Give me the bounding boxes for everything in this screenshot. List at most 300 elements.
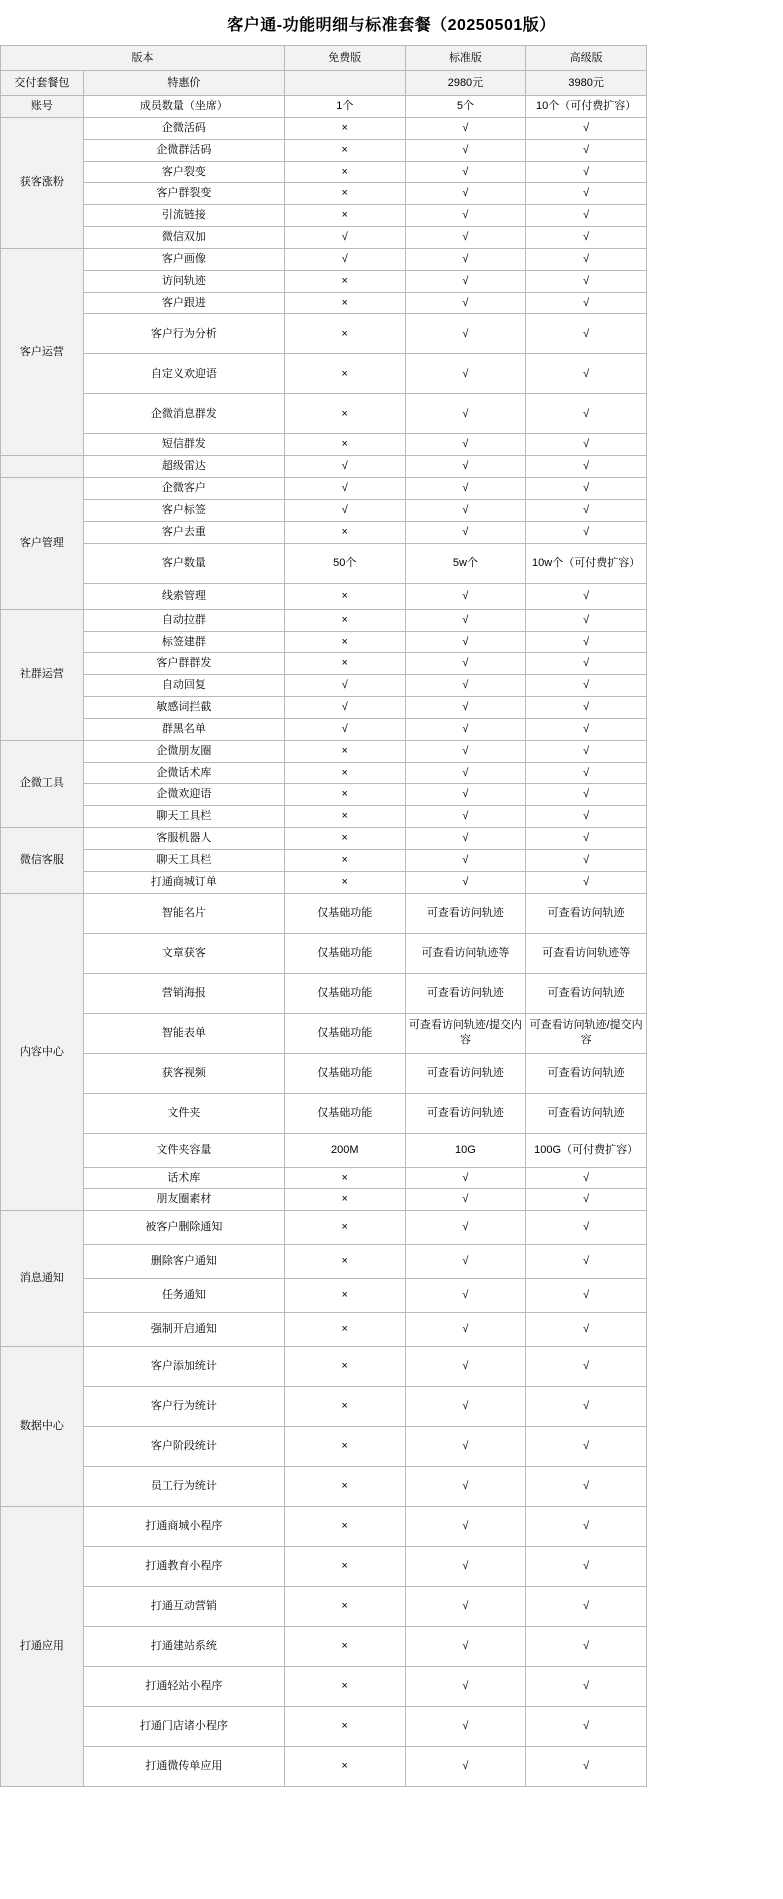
feature-value-cell: √ [284,718,405,740]
table-row [1,849,647,871]
feature-name-cell: 成员数量（坐席） [83,96,284,118]
table-row [1,609,647,631]
feature-value-cell: × [284,1313,405,1347]
feature-value-cell: 可查看访问轨迹/提交内容 [526,1013,647,1053]
table-row [1,933,647,973]
group-cell: 企微工具 [1,740,84,827]
feature-value-cell: √ [405,354,526,394]
group-cell: 打通应用 [1,1507,84,1787]
table-row [1,718,647,740]
feature-value-cell: √ [526,609,647,631]
feature-name-cell: 自动回复 [83,675,284,697]
feature-name-cell: 短信群发 [83,434,284,456]
feature-name-cell: 企微活码 [83,117,284,139]
page-title: 客户通-功能明细与标准套餐（20250501版） [227,17,556,34]
feature-name-cell: 微信双加 [83,227,284,249]
table-row [1,543,647,583]
feature-value-cell: 可查看访问轨迹 [405,1053,526,1093]
feature-value-cell: √ [526,806,647,828]
feature-value-cell: √ [526,139,647,161]
feature-name-cell: 删除客户通知 [83,1245,284,1279]
feature-value-cell: √ [526,1427,647,1467]
feature-value-cell: × [284,1189,405,1211]
group-cell: 消息通知 [1,1211,84,1347]
group-cell: 数据中心 [1,1347,84,1507]
feature-value-cell: × [284,828,405,850]
table-row [1,1211,647,1245]
feature-value-cell: √ [284,227,405,249]
feature-value-cell: 可查看访问轨迹 [526,1053,647,1093]
feature-name-cell: 打通商城订单 [83,871,284,893]
table-row [1,740,647,762]
feature-name-cell: 客户标签 [83,499,284,521]
table-row [1,1427,647,1467]
feature-value-cell: √ [526,1467,647,1507]
feature-value-cell: 10个（可付费扩容） [526,96,647,118]
feature-value-cell: √ [526,499,647,521]
feature-name-cell: 引流链接 [83,205,284,227]
header-price-label: 特惠价 [83,71,284,96]
feature-value-cell: √ [526,183,647,205]
feature-name-cell: 标签建群 [83,631,284,653]
feature-name-cell: 敏感词拦截 [83,697,284,719]
feature-value-cell: √ [405,434,526,456]
feature-name-cell: 打通微传单应用 [83,1747,284,1787]
feature-value-cell: √ [405,292,526,314]
table-row [1,1627,647,1667]
table-row [1,762,647,784]
feature-value-cell: √ [405,1507,526,1547]
feature-value-cell: √ [526,270,647,292]
feature-value-cell: √ [526,521,647,543]
table-row [1,871,647,893]
feature-value-cell: √ [526,697,647,719]
feature-name-cell: 文章获客 [83,933,284,973]
feature-value-cell: √ [405,631,526,653]
feature-value-cell: × [284,631,405,653]
feature-name-cell: 客户行为分析 [83,314,284,354]
feature-value-cell: 可查看访问轨迹 [405,1093,526,1133]
feature-value-cell: √ [405,521,526,543]
table-row [1,161,647,183]
feature-value-cell: √ [405,394,526,434]
feature-name-cell: 聊天工具栏 [83,849,284,871]
feature-value-cell: × [284,139,405,161]
feature-value-cell: √ [526,314,647,354]
table-header-price-row [1,71,647,96]
feature-name-cell: 企微欢迎语 [83,784,284,806]
feature-name-cell: 被客户删除通知 [83,1211,284,1245]
feature-value-cell: × [284,1507,405,1547]
feature-value-cell: √ [405,1547,526,1587]
table-row [1,1347,647,1387]
feature-value-cell: × [284,161,405,183]
feature-name-cell: 客服机器人 [83,828,284,850]
feature-value-cell: √ [526,675,647,697]
feature-value-cell: √ [405,740,526,762]
feature-name-cell: 客户数量 [83,543,284,583]
group-cell: 客户运营 [1,248,84,455]
feature-value-cell: 仅基础功能 [284,1013,405,1053]
feature-name-cell: 聊天工具栏 [83,806,284,828]
feature-value-cell: √ [405,456,526,478]
table-header-version-row [1,46,647,71]
feature-value-cell: × [284,1627,405,1667]
feature-value-cell: √ [405,1313,526,1347]
feature-value-cell: × [284,1747,405,1787]
feature-value-cell: √ [405,1707,526,1747]
feature-value-cell: × [284,1547,405,1587]
feature-value-cell: √ [526,354,647,394]
feature-value-cell: × [284,205,405,227]
feature-value-cell: × [284,784,405,806]
feature-value-cell: √ [405,1667,526,1707]
feature-value-cell: √ [405,1189,526,1211]
table-row [1,1387,647,1427]
feature-name-cell: 文件夹 [83,1093,284,1133]
feature-name-cell: 客户行为统计 [83,1387,284,1427]
feature-value-cell: √ [526,583,647,609]
feature-value-cell: √ [526,1387,647,1427]
feature-name-cell: 企微话术库 [83,762,284,784]
feature-value-cell: 仅基础功能 [284,1093,405,1133]
feature-name-cell: 智能名片 [83,893,284,933]
feature-name-cell: 获客视频 [83,1053,284,1093]
feature-value-cell: √ [405,1587,526,1627]
feature-value-cell: √ [405,248,526,270]
table-row [1,227,647,249]
feature-value-cell: √ [405,828,526,850]
feature-value-cell: √ [526,434,647,456]
feature-value-cell: × [284,1245,405,1279]
feature-name-cell: 话术库 [83,1167,284,1189]
feature-value-cell: √ [405,653,526,675]
group-cell: 内容中心 [1,893,84,1211]
table-row [1,1507,647,1547]
feature-value-cell: √ [526,740,647,762]
feature-value-cell: 可查看访问轨迹 [405,893,526,933]
table-row [1,117,647,139]
feature-name-cell: 客户群群发 [83,653,284,675]
feature-name-cell: 客户画像 [83,248,284,270]
feature-value-cell: √ [526,1347,647,1387]
table-row [1,270,647,292]
feature-value-cell: 10w个（可付费扩容） [526,543,647,583]
table-body [1,46,647,1787]
table-row [1,1547,647,1587]
feature-name-cell: 员工行为统计 [83,1467,284,1507]
feature-value-cell: √ [405,1167,526,1189]
table-row [1,631,647,653]
table-row [1,784,647,806]
feature-value-cell: × [284,1707,405,1747]
feature-value-cell: √ [526,227,647,249]
feature-value-cell: √ [405,1467,526,1507]
feature-value-cell: × [284,183,405,205]
feature-value-cell: √ [526,1547,647,1587]
table-row [1,1279,647,1313]
table-row [1,1013,647,1053]
feature-value-cell: × [284,583,405,609]
feature-value-cell: × [284,740,405,762]
pricing-matrix-table [0,45,647,1787]
table-row [1,96,647,118]
feature-value-cell: √ [284,697,405,719]
feature-name-cell: 超级雷达 [83,456,284,478]
feature-value-cell: 仅基础功能 [284,893,405,933]
feature-value-cell: √ [526,161,647,183]
feature-value-cell: 200M [284,1133,405,1167]
feature-value-cell: √ [405,1279,526,1313]
table-row [1,893,647,933]
feature-value-cell: 可查看访问轨迹 [526,893,647,933]
feature-value-cell: √ [284,248,405,270]
feature-value-cell: √ [526,1167,647,1189]
feature-name-cell: 打通建站系统 [83,1627,284,1667]
feature-value-cell: × [284,270,405,292]
feature-value-cell: √ [405,1387,526,1427]
feature-name-cell: 任务通知 [83,1279,284,1313]
table-row [1,1467,647,1507]
feature-value-cell: √ [526,784,647,806]
table-row [1,205,647,227]
feature-value-cell: √ [526,478,647,500]
group-cell: 账号 [1,96,84,118]
feature-value-cell: 可查看访问轨迹等 [526,933,647,973]
table-row [1,1667,647,1707]
feature-value-cell: × [284,871,405,893]
feature-value-cell: √ [526,1189,647,1211]
feature-value-cell: 10G [405,1133,526,1167]
feature-value-cell: √ [526,871,647,893]
feature-value-cell: √ [526,394,647,434]
feature-value-cell: √ [526,248,647,270]
feature-value-cell: 1个 [284,96,405,118]
feature-name-cell: 企微客户 [83,478,284,500]
feature-value-cell: √ [526,849,647,871]
table-row [1,973,647,1013]
feature-value-cell: × [284,521,405,543]
feature-value-cell: × [284,1211,405,1245]
price-free [284,71,405,96]
feature-value-cell: × [284,354,405,394]
table-row [1,248,647,270]
feature-value-cell: × [284,849,405,871]
table-row [1,521,647,543]
feature-value-cell: √ [526,1507,647,1547]
feature-name-cell: 自定义欢迎语 [83,354,284,394]
feature-value-cell: √ [526,117,647,139]
feature-name-cell: 客户去重 [83,521,284,543]
table-row [1,1167,647,1189]
group-cell: 获客涨粉 [1,117,84,248]
feature-value-cell: √ [405,583,526,609]
feature-value-cell: √ [526,653,647,675]
feature-value-cell: √ [526,631,647,653]
feature-value-cell: √ [405,675,526,697]
feature-value-cell: √ [284,499,405,521]
feature-name-cell: 访问轨迹 [83,270,284,292]
feature-value-cell: × [284,394,405,434]
feature-value-cell: 可查看访问轨迹 [526,1093,647,1133]
table-row [1,478,647,500]
feature-value-cell: √ [405,1427,526,1467]
feature-value-cell: √ [405,849,526,871]
table-row [1,1133,647,1167]
feature-value-cell: √ [526,1279,647,1313]
feature-value-cell: × [284,1387,405,1427]
feature-value-cell: √ [405,784,526,806]
feature-name-cell: 打通轻站小程序 [83,1667,284,1707]
feature-value-cell: × [284,292,405,314]
feature-value-cell: 仅基础功能 [284,1053,405,1093]
table-row [1,675,647,697]
group-cell: 微信客服 [1,828,84,894]
feature-value-cell: √ [405,609,526,631]
feature-value-cell: √ [405,697,526,719]
feature-value-cell: × [284,762,405,784]
feature-name-cell: 打通商城小程序 [83,1507,284,1547]
feature-name-cell: 智能表单 [83,1013,284,1053]
table-row [1,1747,647,1787]
feature-value-cell: √ [526,1245,647,1279]
table-row [1,314,647,354]
feature-value-cell: 仅基础功能 [284,973,405,1013]
header-package-label: 交付套餐包 [1,71,84,96]
feature-value-cell: √ [526,205,647,227]
table-row [1,583,647,609]
feature-value-cell: 可查看访问轨迹 [526,973,647,1013]
header-version-label: 版本 [1,46,285,71]
feature-value-cell: × [284,314,405,354]
table-row [1,292,647,314]
feature-name-cell: 打通门店诸小程序 [83,1707,284,1747]
table-row [1,1313,647,1347]
feature-value-cell: √ [405,227,526,249]
feature-name-cell: 企微朋友圈 [83,740,284,762]
table-row [1,653,647,675]
feature-value-cell: 可查看访问轨迹 [405,973,526,1013]
feature-value-cell: × [284,806,405,828]
feature-value-cell: × [284,1587,405,1627]
feature-value-cell: √ [405,1347,526,1387]
table-row [1,499,647,521]
table-row [1,1245,647,1279]
feature-value-cell: √ [405,871,526,893]
header-plan-standard: 标准版 [405,46,526,71]
table-row [1,806,647,828]
feature-value-cell: 仅基础功能 [284,933,405,973]
feature-value-cell: √ [284,456,405,478]
feature-value-cell: 50个 [284,543,405,583]
feature-value-cell: √ [284,478,405,500]
table-row [1,434,647,456]
feature-value-cell: √ [405,1627,526,1667]
feature-value-cell: √ [405,183,526,205]
feature-value-cell: √ [526,718,647,740]
feature-value-cell: √ [526,762,647,784]
feature-name-cell: 文件夹容量 [83,1133,284,1167]
feature-value-cell: √ [526,1587,647,1627]
feature-value-cell: √ [526,456,647,478]
feature-value-cell: √ [405,1211,526,1245]
feature-value-cell: 100G（可付费扩容） [526,1133,647,1167]
feature-name-cell: 客户裂变 [83,161,284,183]
table-row [1,1707,647,1747]
feature-name-cell: 群黑名单 [83,718,284,740]
header-plan-premium: 高级版 [526,46,647,71]
feature-name-cell: 朋友圈素材 [83,1189,284,1211]
feature-value-cell: √ [526,292,647,314]
feature-value-cell: 可查看访问轨迹等 [405,933,526,973]
feature-value-cell: × [284,1427,405,1467]
feature-value-cell: × [284,1167,405,1189]
feature-name-cell: 客户阶段统计 [83,1427,284,1467]
feature-value-cell: √ [526,828,647,850]
feature-name-cell: 客户添加统计 [83,1347,284,1387]
feature-name-cell: 打通教育小程序 [83,1547,284,1587]
feature-value-cell: × [284,1347,405,1387]
feature-value-cell: √ [405,117,526,139]
feature-value-cell: √ [405,718,526,740]
feature-value-cell: × [284,117,405,139]
table-row [1,697,647,719]
feature-value-cell: √ [405,1747,526,1787]
feature-value-cell: √ [405,314,526,354]
table-row [1,183,647,205]
feature-value-cell: × [284,609,405,631]
feature-value-cell: × [284,653,405,675]
feature-name-cell: 企微群活码 [83,139,284,161]
feature-value-cell: √ [526,1627,647,1667]
feature-value-cell: √ [526,1211,647,1245]
table-row [1,456,647,478]
table-row [1,354,647,394]
feature-value-cell: √ [405,139,526,161]
table-row [1,828,647,850]
group-cell: 客户管理 [1,478,84,610]
feature-value-cell: √ [405,270,526,292]
feature-value-cell: × [284,1467,405,1507]
feature-name-cell: 线索管理 [83,583,284,609]
feature-value-cell: √ [405,806,526,828]
table-row [1,1189,647,1211]
feature-name-cell: 营销海报 [83,973,284,1013]
feature-value-cell: 可查看访问轨迹/提交内容 [405,1013,526,1053]
feature-name-cell: 自动拉群 [83,609,284,631]
feature-name-cell: 客户群裂变 [83,183,284,205]
header-plan-free: 免费版 [284,46,405,71]
feature-value-cell: × [284,1279,405,1313]
feature-name-cell: 客户跟进 [83,292,284,314]
price-premium: 3980元 [526,71,647,96]
table-row [1,1053,647,1093]
feature-name-cell: 强制开启通知 [83,1313,284,1347]
feature-value-cell: √ [526,1667,647,1707]
feature-value-cell: × [284,1667,405,1707]
feature-value-cell: √ [526,1707,647,1747]
feature-value-cell: 5个 [405,96,526,118]
feature-value-cell: √ [405,478,526,500]
feature-value-cell: √ [405,499,526,521]
feature-value-cell: √ [405,762,526,784]
table-row [1,139,647,161]
feature-value-cell: √ [405,161,526,183]
group-cell: 社群运营 [1,609,84,740]
feature-name-cell: 打通互动营销 [83,1587,284,1627]
feature-value-cell: 5w个 [405,543,526,583]
table-row [1,394,647,434]
